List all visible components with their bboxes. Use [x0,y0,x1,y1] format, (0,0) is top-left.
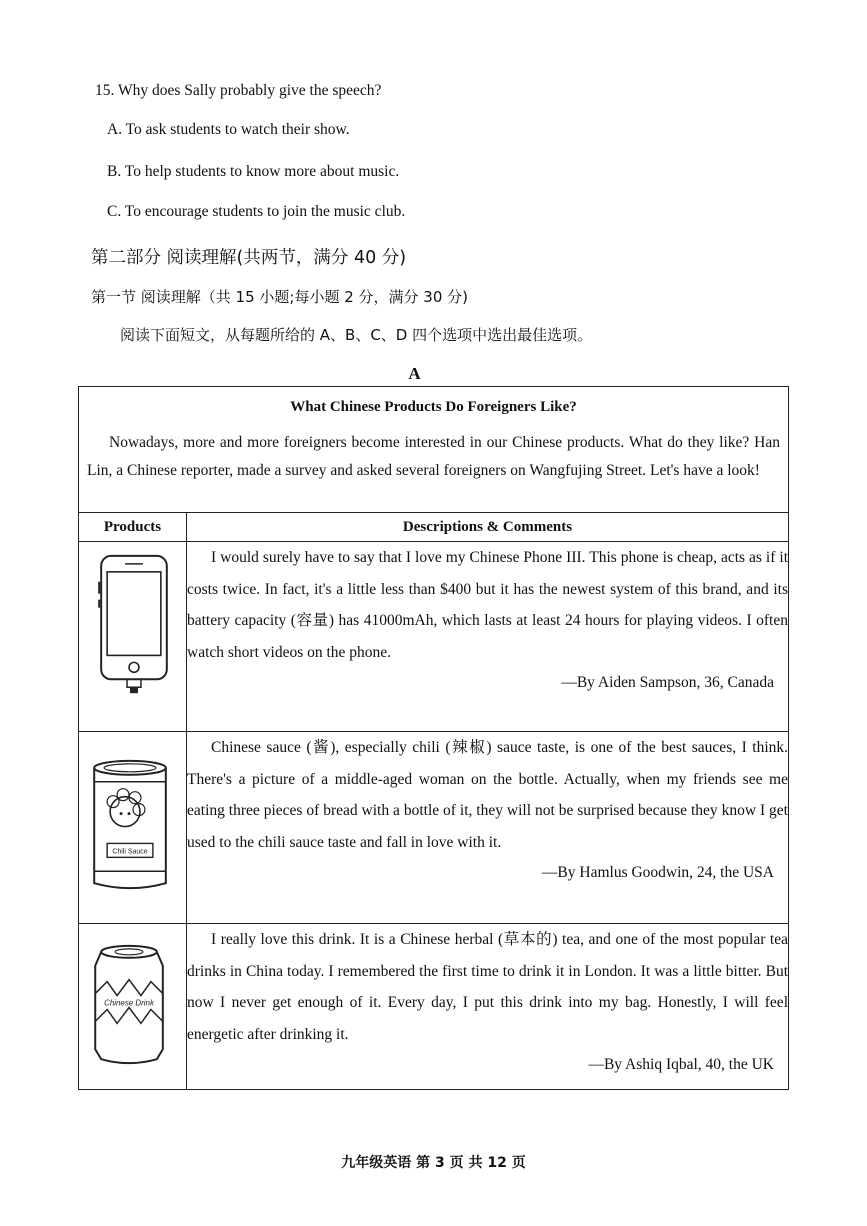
part2-heading: 第二部分 阅读理解(共两节，满分 40 分) [91,248,407,268]
question-15-option-b: B. To help students to know more about music. [107,163,400,180]
reading-instruction: 阅读下面短文，从每题所给的 A、B、C、D 四个选项中选出最佳选项。 [120,326,593,344]
table-row [79,924,789,1090]
description-cell [187,542,789,732]
product-image-cell [79,924,187,1090]
comment-author: —By Hamlus Goodwin, 24, the USA [541,864,774,881]
description-cell [187,924,789,1090]
passage-letter: A [408,364,421,383]
article-intro: Nowadays, more and more foreigners become interested in our Chinese products. What do they like? Han Lin, a Chinese reporter, made a survey and asked several foreigners on Wangfujing Street. Let's have a look! [87,434,780,479]
drink-label: Chinese Drink [104,998,154,1008]
comment-text: I would surely have to say that I love my Chinese Phone III. This phone is cheap, acts as if it costs twice. In fact, it's a little less than $400 but it has the newest system of this brand, and its battery capacity (容量) has 41000mAh, which lasts at least 24 hours for playing videos. I often watch short videos on the phone. [187,549,788,661]
product-image-cell [79,542,187,732]
section1-heading: 第一节 阅读理解（共 15 小题;每小题 2 分，满分 30 分) [91,288,469,306]
header-products: Products [79,513,187,542]
article-title: What Chinese Products Do Foreigners Like? [290,399,577,415]
table-row [79,542,789,732]
description-cell [187,732,789,924]
comment-author: —By Aiden Sampson, 36, Canada [561,674,774,691]
table-row [79,732,789,924]
products-table [78,512,789,1090]
article-box [78,386,789,1090]
question-15-option-a: A. To ask students to watch their show. [107,121,350,138]
product-image-cell [79,732,187,924]
page-footer: 九年级英语 第 3 页 共 12 页 [341,1155,526,1171]
comment-author: —By Ashiq Iqbal, 40, the UK [588,1056,774,1073]
drink-can-icon [79,924,186,1089]
smartphone-icon [79,542,186,731]
comment-text: I really love this drink. It is a Chinese herbal (草本的) tea, and one of the most popular tea drinks in China today. I remembered the first time to drink it in London. It was a little bitter. But now I never get enough of it. Every day, I put this drink into my bag. Honestly, I will feel energetic after drinking it. [187,931,788,1043]
sauce-label: Chili Sauce [112,848,148,856]
header-descriptions: Descriptions & Comments [187,513,789,542]
question-15-option-c: C. To encourage students to join the music club. [107,203,406,220]
question-15-stem: 15. Why does Sally probably give the speech? [95,82,382,99]
comment-text: Chinese sauce (酱), especially chili (辣椒) sauce taste, is one of the best sauces, I think. There's a picture of a middle-aged woman on the bottle. Actually, when my friends see me eating three pieces of bread with a bottle of it, they will not be surprised because they know I get used to the chili sauce taste and fall in love with it. [187,739,788,851]
table-header-row [79,513,789,542]
sauce-bottle-icon [79,732,186,923]
